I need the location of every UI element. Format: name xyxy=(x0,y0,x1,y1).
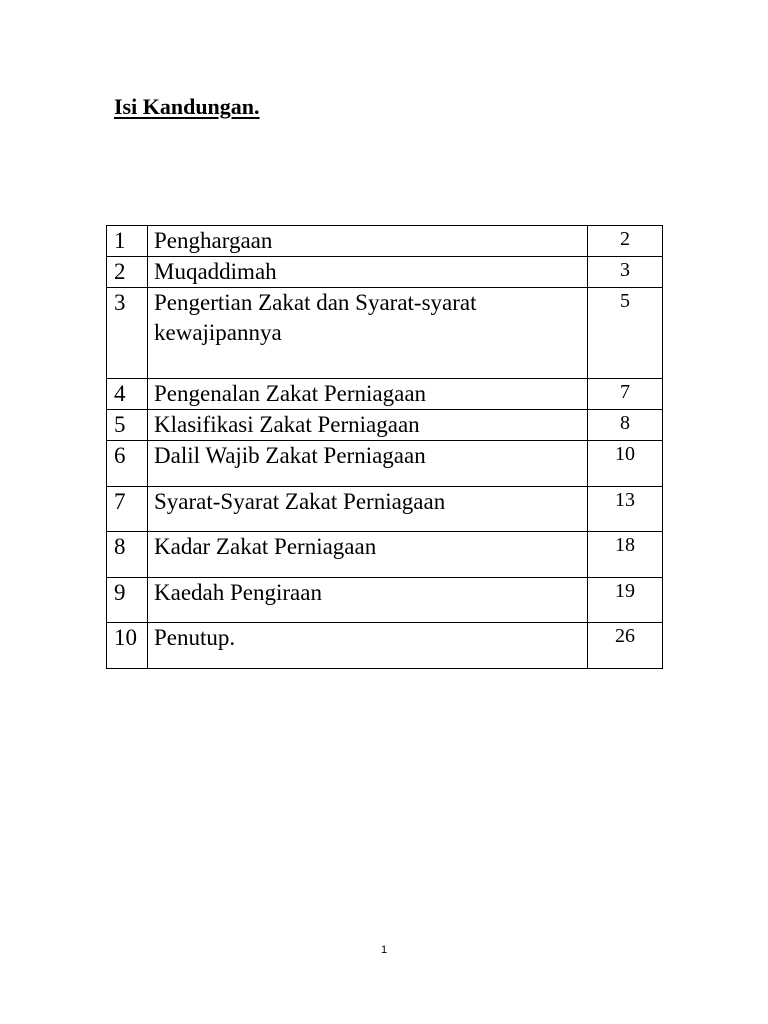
entry-number: 8 xyxy=(107,532,148,578)
entry-page: 18 xyxy=(588,532,663,578)
table-row xyxy=(107,578,663,623)
entry-page: 19 xyxy=(588,578,663,623)
entry-page: 2 xyxy=(588,226,663,257)
table-row xyxy=(107,288,663,379)
entry-number: 6 xyxy=(107,441,148,487)
entry-title: Kadar Zakat Perniagaan xyxy=(148,532,588,578)
entry-title: Syarat-Syarat Zakat Perniagaan xyxy=(148,487,588,532)
entry-title: Penghargaan xyxy=(148,226,588,257)
entry-page: 26 xyxy=(588,623,663,669)
entry-title: Muqaddimah xyxy=(148,257,588,288)
table-of-contents xyxy=(106,225,663,669)
entry-title: Pengertian Zakat dan Syarat-syarat kewajipannya xyxy=(148,288,588,379)
entry-page: 7 xyxy=(588,379,663,410)
entry-number: 5 xyxy=(107,410,148,441)
table-row xyxy=(107,487,663,532)
entry-page: 5 xyxy=(588,288,663,379)
entry-title: Kaedah Pengiraan xyxy=(148,578,588,623)
table-row xyxy=(107,532,663,578)
entry-number: 9 xyxy=(107,578,148,623)
table-row xyxy=(107,379,663,410)
entry-title: Penutup. xyxy=(148,623,588,669)
entry-title: Klasifikasi Zakat Perniagaan xyxy=(148,410,588,441)
entry-page: 3 xyxy=(588,257,663,288)
entry-number: 4 xyxy=(107,379,148,410)
table-row xyxy=(107,623,663,669)
entry-page: 8 xyxy=(588,410,663,441)
entry-page: 10 xyxy=(588,441,663,487)
entry-number: 7 xyxy=(107,487,148,532)
table-row xyxy=(107,441,663,487)
entry-title: Pengenalan Zakat Perniagaan xyxy=(148,379,588,410)
entry-number: 3 xyxy=(107,288,148,379)
table-row xyxy=(107,410,663,441)
table-row xyxy=(107,257,663,288)
footer-page-number: 1 xyxy=(380,944,388,956)
entry-number: 2 xyxy=(107,257,148,288)
table-row xyxy=(107,226,663,257)
entry-title: Dalil Wajib Zakat Perniagaan xyxy=(148,441,588,487)
entry-number: 10 xyxy=(107,623,148,669)
entry-page: 13 xyxy=(588,487,663,532)
page-title: Isi Kandungan. xyxy=(114,94,260,119)
entry-number: 1 xyxy=(107,226,148,257)
